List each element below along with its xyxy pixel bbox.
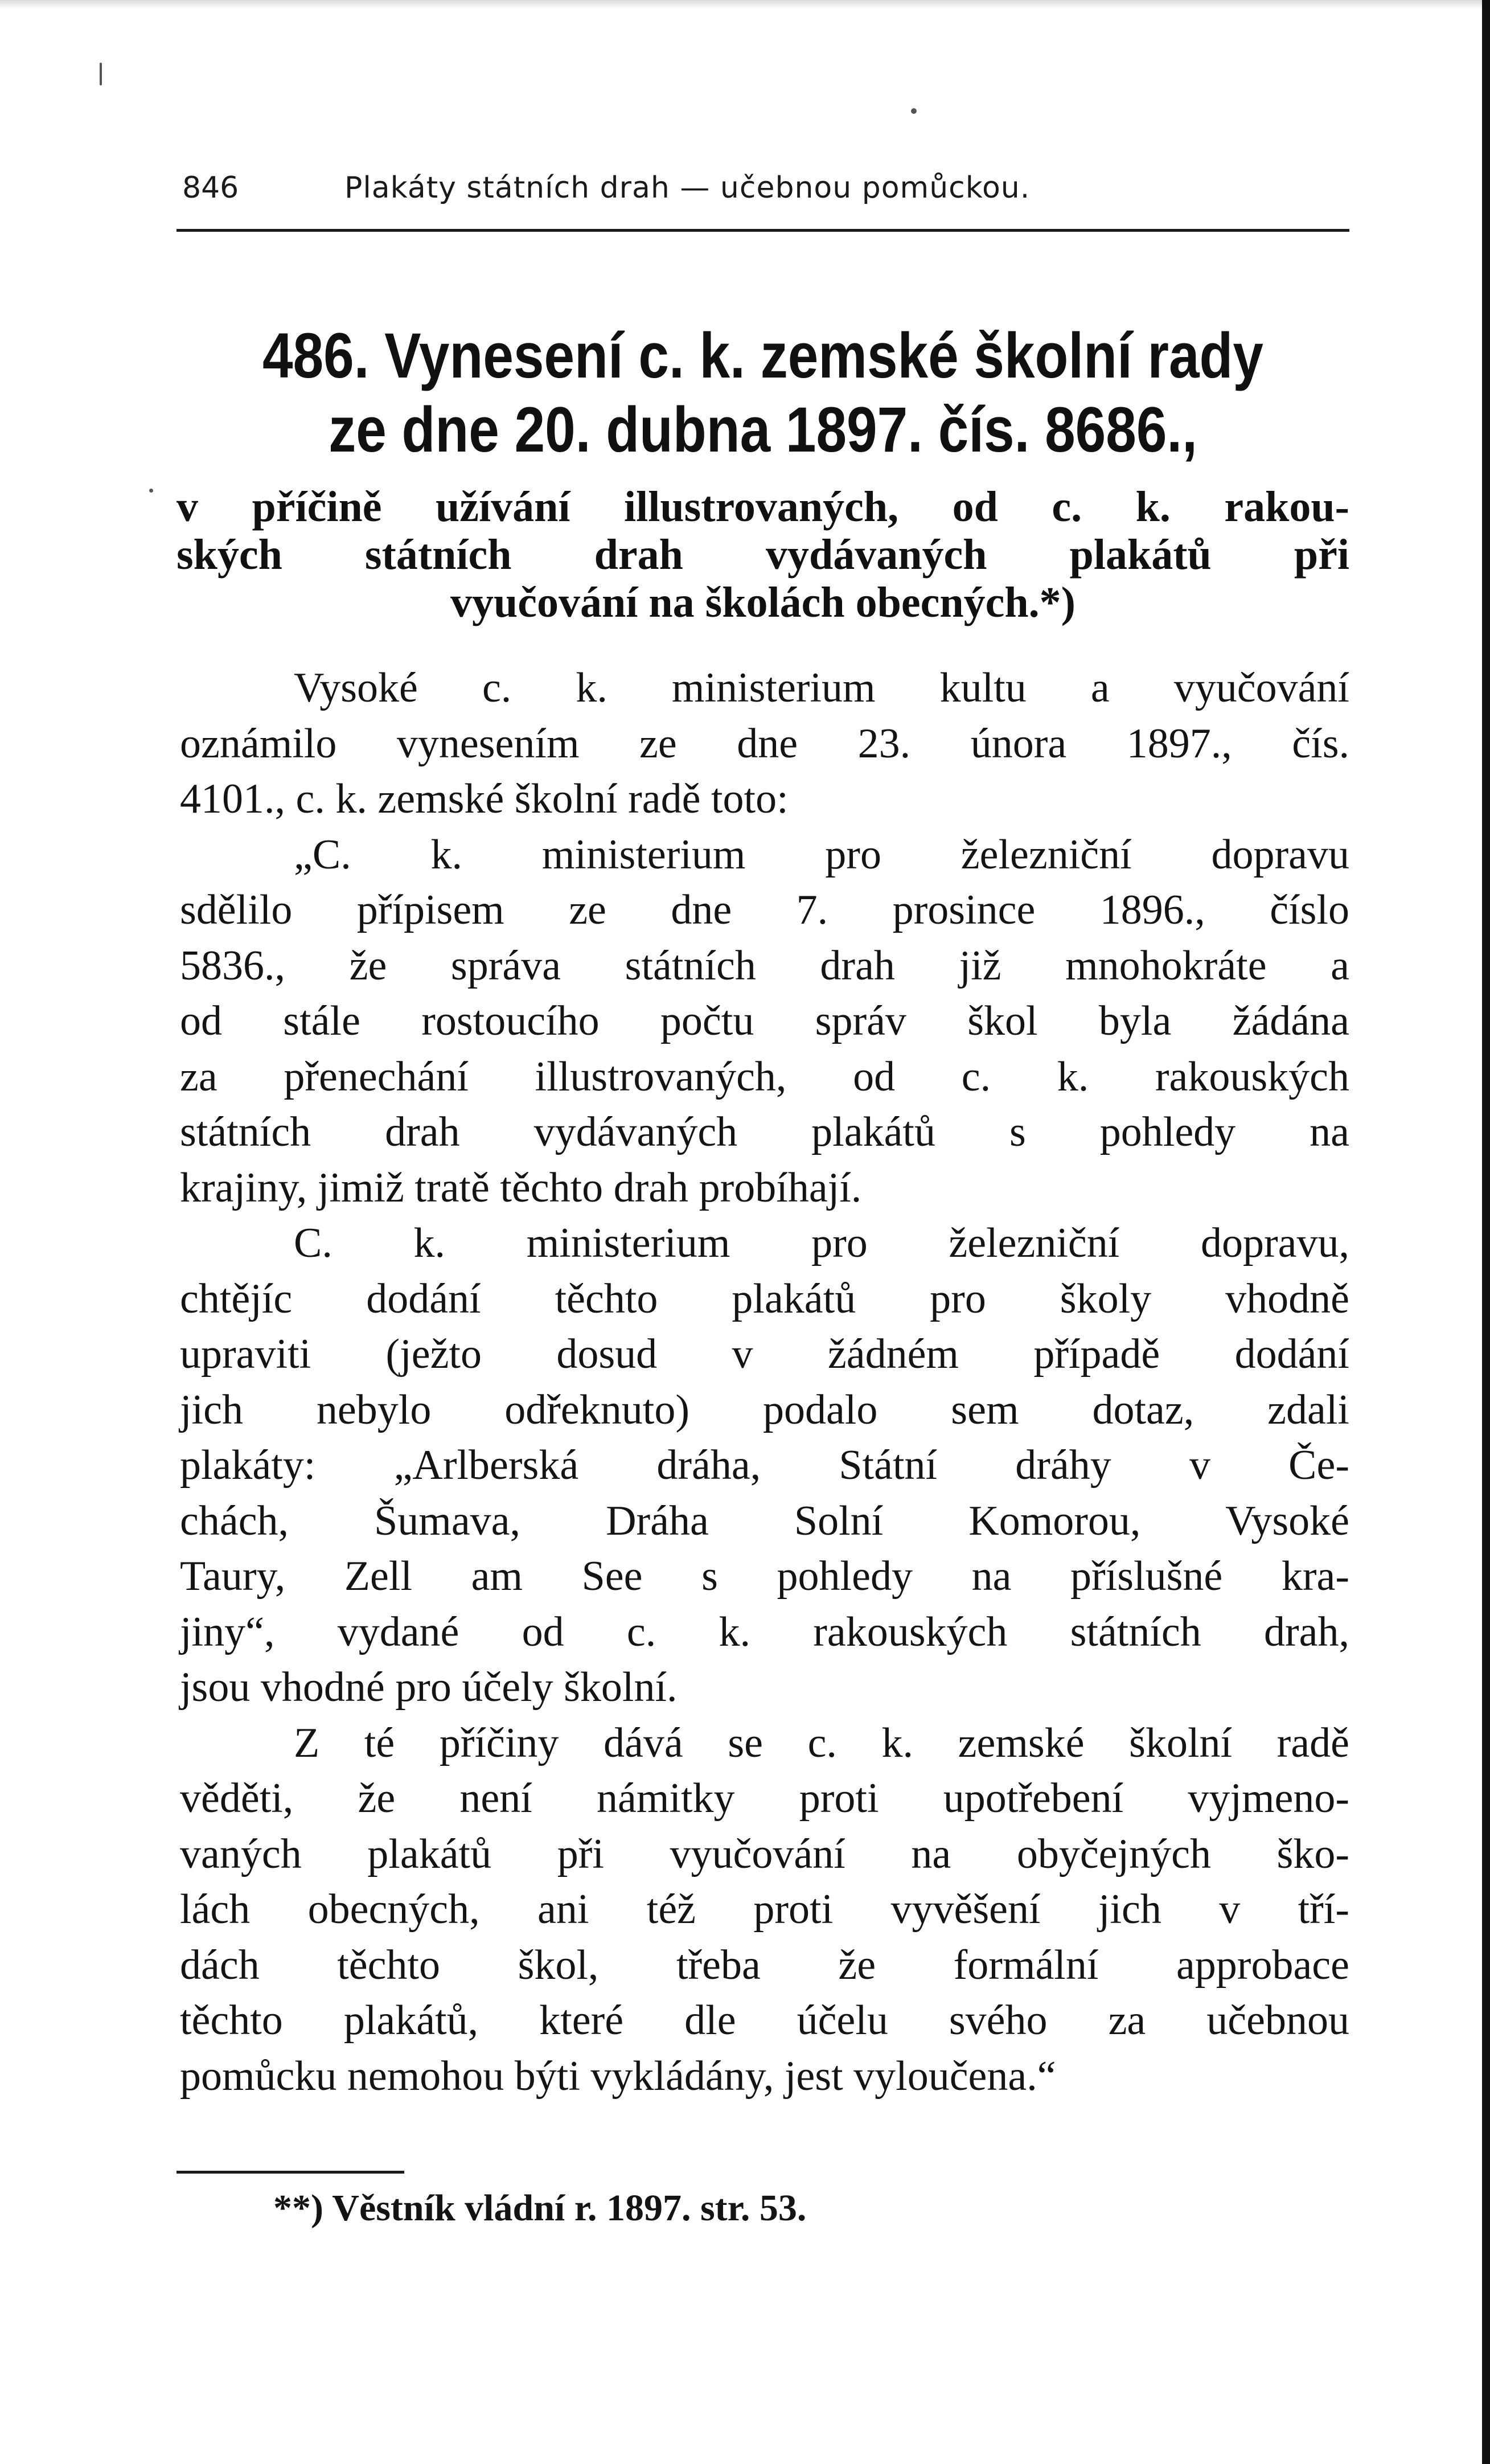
text-line: lách obecných, ani též proti vyvěšení jich v tří- bbox=[180, 1886, 1349, 1933]
text-line: krajiny, jimiž tratě těchto drah probíhají. bbox=[180, 1164, 862, 1211]
section-title-line: ze dne 20. dubna 1897. čís. 8686., bbox=[329, 394, 1197, 465]
text-line: jich nebylo odřeknuto) podalo sem dotaz, zdali bbox=[180, 1386, 1349, 1433]
footnote-rule bbox=[176, 2171, 404, 2174]
text-line: upraviti (ježto dosud v žádném případě dodání bbox=[180, 1331, 1349, 1377]
text-line: dách těchto škol, třeba že formální approbace bbox=[180, 1941, 1349, 1989]
page-number: 846 bbox=[182, 171, 239, 205]
footnote: **) Věstník vládní r. 1897. str. 53. bbox=[273, 2187, 807, 2229]
text-line: od stále rostoucího počtu správ škol byla žádána bbox=[180, 998, 1349, 1044]
text-line: 4101., c. k. zemské školní radě toto: bbox=[180, 776, 789, 822]
subtitle-line: ských státních drah vydávaných plakátů při bbox=[176, 531, 1349, 579]
text-line: státních drah vydávaných plakátů s pohledy na bbox=[180, 1109, 1349, 1155]
section-title-line: 486. Vynesení c. k. zemské školní rady bbox=[262, 320, 1263, 391]
scan-speck bbox=[149, 489, 153, 493]
scan-edge-right bbox=[1482, 0, 1490, 2464]
scan-speck bbox=[100, 63, 102, 85]
text-line: chtějíc dodání těchto plakátů pro školy vhodně bbox=[180, 1275, 1349, 1322]
text-line: plakáty: „Arlberská dráha, Státní dráhy v Če- bbox=[180, 1442, 1349, 1489]
text-line: chách, Šumava, Dráha Solní Komorou, Vysoké bbox=[180, 1497, 1349, 1544]
text-line: za přenechání illustrovaných, od c. k. rakouských bbox=[180, 1053, 1349, 1100]
text-line: Z té příčiny dává se c. k. zemské školní radě bbox=[294, 1719, 1349, 1766]
text-line: pomůcku nemohou býti vykládány, jest vyloučena.“ bbox=[180, 2052, 1056, 2100]
text-line: vaných plakátů při vyučování na obyčejných ško- bbox=[180, 1830, 1349, 1877]
scan-speck bbox=[911, 108, 917, 114]
text-line: jiny“, vydané od c. k. rakouských státních drah, bbox=[180, 1608, 1349, 1655]
subtitle-line: vyučování na školách obecných.*) bbox=[450, 579, 1076, 626]
section-title bbox=[254, 319, 1273, 467]
text-line: věděti, že není námitky proti upotřebení vyjmeno- bbox=[180, 1775, 1349, 1822]
scan-edge-top bbox=[0, 0, 1490, 9]
text-line: „C. k. ministerium pro železniční dopravu bbox=[294, 831, 1349, 878]
text-line: sdělilo přípisem ze dne 7. prosince 1896., číslo bbox=[180, 887, 1349, 933]
text-line: Vysoké c. k. ministerium kultu a vyučování bbox=[294, 665, 1349, 711]
section-subtitle bbox=[176, 483, 1349, 626]
text-line: jsou vhodné pro účely školní. bbox=[180, 1664, 678, 1711]
text-line: Taury, Zell am See s pohledy na příslušné kra- bbox=[180, 1553, 1349, 1600]
running-title: Plakáty státních drah — učebnou pomůckou. bbox=[344, 171, 1031, 205]
body-text bbox=[180, 661, 1349, 2104]
subtitle-line: v příčině užívání illustrovaných, od c. k. rakou- bbox=[176, 483, 1349, 531]
text-line: 5836., že správa státních drah již mnohokráte a bbox=[180, 942, 1349, 989]
text-line: oznámilo vynesením ze dne 23. února 1897., čís. bbox=[180, 720, 1349, 767]
header-rule bbox=[176, 229, 1349, 232]
text-line: C. k. ministerium pro železniční dopravu, bbox=[294, 1220, 1349, 1266]
text-line: těchto plakátů, které dle účelu svého za učebnou bbox=[180, 1997, 1349, 2044]
